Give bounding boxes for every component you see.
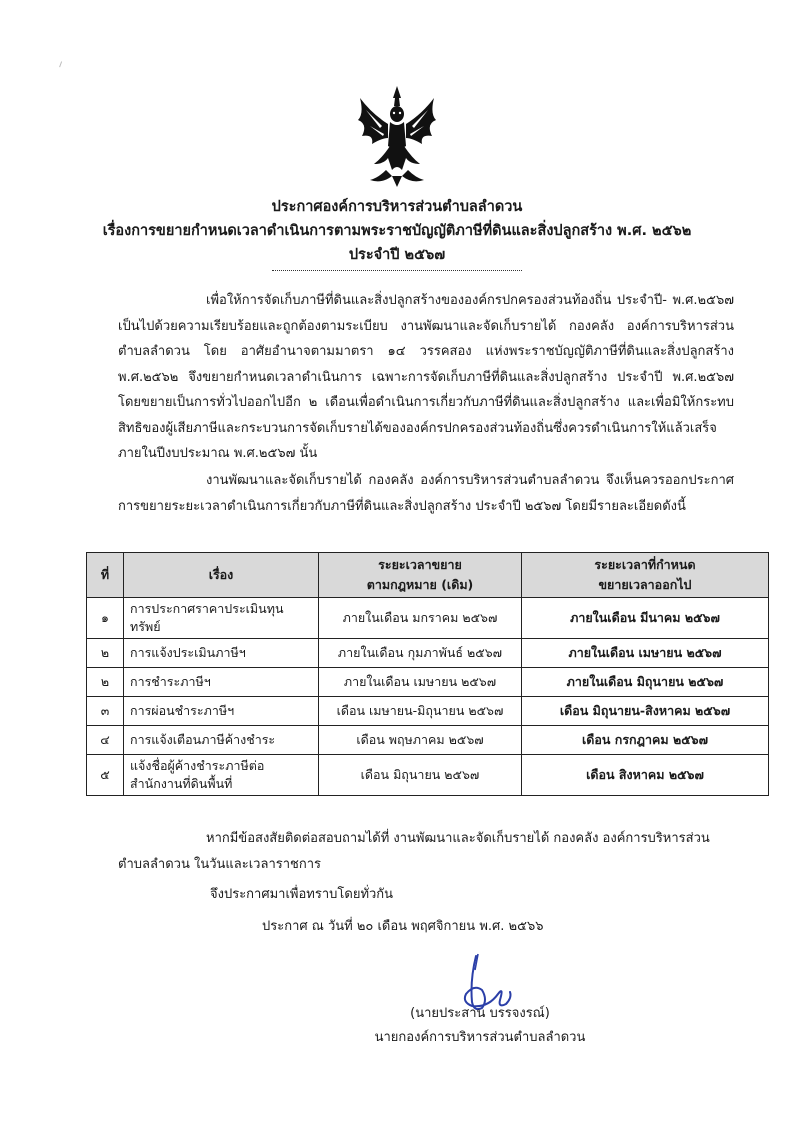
signatory-name: (นายประสาน บรรจงรณ์)	[410, 1006, 550, 1021]
row-new-period: ภายในเดือน มิถุนายน ๒๕๖๗	[522, 668, 769, 697]
row-new-period: ภายในเดือน มีนาคม ๒๕๖๗	[522, 598, 769, 639]
inquiry-paragraph: หากมีข้อสงสัยติดต่อสอบถามได้ที่ งานพัฒนาและจัดเก็บรายได้ กองคลัง องค์การบริหารส่วนตำบลลำดวน ในวันและเวลาราชการ	[118, 831, 710, 872]
body-paragraph-1: เพื่อให้การจัดเก็บภาษีที่ดินและสิ่งปลูกสร้างขององค์กรปกครองส่วนท้องถิ่น ประจำปี- พ.ศ.๒๕๖๗ เป็นไปด้วยความเรียบร้อยและถูกต้องตามระเบียบ งานพัฒนาและจัดเก็บรายได้ กองคลัง องค์การบริหารส่วนตำบลลำดวน โดย อาศัยอำนาจตามมาตรา ๑๔ วรรคสอง แห่งพระราชบัญญัติภาษีที่ดินและสิ่งปลูกสร้าง พ.ศ.๒๕๖๒ จึงขยายกำหนดเวลาดำเนินการ เฉพาะการจัดเก็บภาษีที่ดินและสิ่งปลูกสร้าง ประจำปี พ.ศ.๒๕๖๗ โดยขยายเป็นการทั่วไปออกไปอีก ๒ เดือนเพื่อดำเนินการเกี่ยวกับภาษีที่ดินและสิ่งปลูกสร้าง และเพื่อมิให้กระทบสิทธิของผู้เสียภาษีและกระบวนการจัดเก็บรายได้ขององค์กรปกครองส่วนท้องถิ่นซึ่งควรดำเนินการให้แล้วเสร็จภายในปีงบประมาณ พ.ศ.๒๕๖๗ นั้น	[118, 293, 734, 461]
row-old-period: ภายในเดือน กุมภาพันธ์ ๒๕๖๗	[319, 639, 522, 668]
body-paragraph-2: งานพัฒนาและจัดเก็บรายได้ กองคลัง องค์การบริหารส่วนตำบลลำดวน จึงเห็นควรออกประกาศการขยายระยะเวลาดำเนินการเกี่ยวกับภาษีที่ดินและสิ่งปลูกสร้าง ประจำปี ๒๕๖๗ โดยมีรายละเอียดดังนี้	[118, 473, 734, 514]
table-row	[87, 668, 769, 697]
dotted-divider	[272, 270, 522, 271]
row-no: ๒	[87, 639, 124, 668]
header-old-period: ระยะเวลาขยาย ตามกฎหมาย (เดิม)	[319, 553, 522, 598]
row-subject: การแจ้งประเมินภาษีฯ	[124, 639, 319, 668]
signatory-position: นายกองค์การบริหารส่วนตำบลลำดวน	[374, 1030, 586, 1045]
table-row	[87, 697, 769, 726]
scan-speck	[59, 61, 66, 68]
row-no: ๓	[87, 697, 124, 726]
announcement-subject: เรื่องการขยายกำหนดเวลาดำเนินการตามพระราชบัญญัติภาษีที่ดินและสิ่งปลูกสร้าง พ.ศ. ๒๕๖๒	[102, 223, 692, 239]
table-header-row	[87, 553, 769, 598]
row-old-period: เดือน เมษายน-มิถุนายน ๒๕๖๗	[319, 697, 522, 726]
row-old-period: เดือน มิถุนายน ๒๕๖๗	[319, 755, 522, 796]
row-old-period: ภายในเดือน มกราคม ๒๕๖๗	[319, 598, 522, 639]
row-subject: การแจ้งเตือนภาษีค้างชำระ	[124, 726, 319, 755]
row-no: ๕	[87, 755, 124, 796]
row-subject: การชำระภาษีฯ	[124, 668, 319, 697]
row-new-period: เดือน มิถุนายน-สิงหาคม ๒๕๖๗	[522, 697, 769, 726]
header-subject: เรื่อง	[124, 553, 319, 598]
date-line: ประกาศ ณ วันที่ ๒๐ เดือน พฤศจิกายน พ.ศ. ๒๕๖๖	[262, 919, 544, 934]
row-subject: แจ้งชื่อผู้ค้างชำระภาษีต่อสำนักงานที่ดินพื้นที่	[124, 755, 319, 796]
row-no: ๑	[87, 598, 124, 639]
row-subject: การผ่อนชำระภาษีฯ	[124, 697, 319, 726]
fiscal-year: ประจำปี ๒๕๖๗	[348, 247, 446, 263]
row-old-period: ภายในเดือน เมษายน ๒๕๖๗	[319, 668, 522, 697]
table-row	[87, 598, 769, 639]
table-row	[87, 755, 769, 796]
header-new-period: ระยะเวลาที่กำหนด ขยายเวลาออกไป	[522, 553, 769, 598]
row-subject: การประกาศราคาประเมินทุนทรัพย์	[124, 598, 319, 639]
row-new-period: เดือน กรกฎาคม ๒๕๖๗	[522, 726, 769, 755]
schedule-table	[86, 552, 769, 796]
garuda-emblem-icon	[352, 84, 442, 189]
row-new-period: ภายในเดือน เมษายน ๒๕๖๗	[522, 639, 769, 668]
table-row	[87, 639, 769, 668]
row-no: ๒	[87, 668, 124, 697]
header-no: ที่	[87, 553, 124, 598]
row-no: ๔	[87, 726, 124, 755]
announce-line: จึงประกาศมาเพื่อทราบโดยทั่วกัน	[210, 887, 394, 902]
row-old-period: เดือน พฤษภาคม ๒๕๖๗	[319, 726, 522, 755]
row-new-period: เดือน สิงหาคม ๒๕๖๗	[522, 755, 769, 796]
table-row	[87, 726, 769, 755]
announcement-title: ประกาศองค์การบริหารส่วนตำบลลำดวน	[271, 199, 523, 215]
